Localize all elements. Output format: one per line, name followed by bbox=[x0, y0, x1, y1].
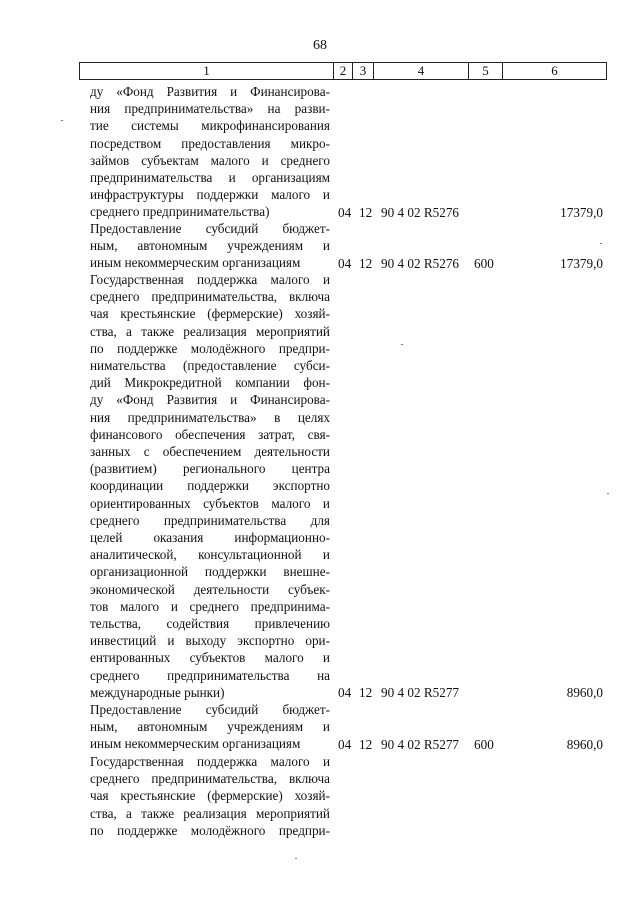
text-line: ду «Фонд Развития и Финансирова- bbox=[90, 392, 330, 408]
text-line: ства, а также реализация мероприятий bbox=[90, 323, 330, 339]
text-line: Предоставление субсидий бюджет- bbox=[90, 221, 330, 236]
text-line: предпринимательства и организациям bbox=[90, 170, 330, 186]
row-1-description bbox=[90, 83, 330, 221]
row-3-pr: 12 bbox=[359, 685, 373, 700]
header-col-1: 1 bbox=[80, 63, 334, 79]
text-line: ориентированных субъектов малого и bbox=[90, 495, 330, 511]
header-col-2: 2 bbox=[334, 63, 353, 79]
text-line: ния предпринимательства» в целях bbox=[90, 409, 330, 425]
row-2-csr: 90 4 02 R5276 bbox=[381, 256, 460, 271]
scan-speck bbox=[607, 493, 609, 494]
text-line: среднего предпринимательства) bbox=[90, 204, 270, 220]
scan-speck bbox=[61, 120, 63, 121]
row-4-vr: 600 bbox=[474, 737, 494, 752]
text-line: среднего предпринимательства, включа bbox=[90, 289, 330, 305]
row-4-sum: 8960,0 bbox=[566, 737, 603, 752]
row-1-pr: 12 bbox=[359, 205, 373, 220]
text-line: ным, автономным учреждениям и bbox=[90, 719, 330, 735]
text-line: ния предпринимательства» на разви- bbox=[90, 101, 330, 117]
page-number: 68 bbox=[313, 38, 327, 53]
text-line: тов малого и среднего предпринима- bbox=[90, 598, 330, 614]
row-4-description bbox=[90, 701, 330, 753]
text-line: среднего предпринимательства для bbox=[90, 512, 330, 528]
text-line: среднего предпринимательства на bbox=[90, 667, 330, 683]
text-line: Государственная поддержка малого и bbox=[90, 272, 330, 287]
scan-speck bbox=[295, 858, 297, 859]
header-col-3: 3 bbox=[353, 63, 374, 79]
row-1-rz: 04 bbox=[338, 205, 352, 220]
row-2-description bbox=[90, 220, 330, 272]
text-line: занных с обеспечением деятельности bbox=[90, 444, 330, 460]
text-line: Государственная поддержка малого и bbox=[90, 754, 330, 769]
text-line: по поддержке молодёжного предпри- bbox=[90, 340, 330, 356]
text-line: целей оказания информационно- bbox=[90, 530, 330, 546]
text-line: организационной поддержки внешне- bbox=[90, 564, 330, 580]
row-2-vr: 600 bbox=[474, 256, 494, 271]
row-2-pr: 12 bbox=[359, 256, 373, 271]
text-line: займов субъектам малого и среднего bbox=[90, 152, 330, 168]
text-line: чая крестьянские (фермерские) хозяй- bbox=[90, 306, 330, 322]
text-line: (развитием) регионального центра bbox=[90, 461, 330, 477]
text-line: по поддержке молодёжного предпри- bbox=[90, 822, 330, 838]
text-line: ным, автономным учреждениям и bbox=[90, 238, 330, 254]
text-line: аналитической, консультационной и bbox=[90, 547, 330, 563]
text-line: нимательства (предоставление субси- bbox=[90, 358, 330, 374]
text-line: Предоставление субсидий бюджет- bbox=[90, 702, 330, 717]
row-1-csr: 90 4 02 R5276 bbox=[381, 205, 460, 220]
header-col-4: 4 bbox=[374, 63, 469, 79]
header-col-5: 5 bbox=[469, 63, 503, 79]
text-line: среднего предпринимательства, включа bbox=[90, 771, 330, 787]
row-3-sum: 8960,0 bbox=[566, 685, 603, 700]
text-line: иным некоммерческим организациям bbox=[90, 736, 301, 752]
scan-speck bbox=[600, 243, 602, 244]
text-line: дий Микрокредитной компании фон- bbox=[90, 375, 330, 391]
text-line: инфраструктуры поддержки малого и bbox=[90, 187, 330, 203]
text-line: экономической деятельности субъек- bbox=[90, 581, 330, 597]
table-header bbox=[79, 62, 607, 80]
text-line: ства, а также реализация мероприятий bbox=[90, 805, 330, 821]
row-2-sum: 17379,0 bbox=[560, 256, 603, 271]
header-col-6: 6 bbox=[551, 63, 558, 78]
row-4-rz: 04 bbox=[338, 737, 352, 752]
row-4-csr: 90 4 02 R5277 bbox=[381, 737, 460, 752]
text-line: финансового обеспечения затрат, свя- bbox=[90, 426, 330, 442]
text-line: тие системы микрофинансирования bbox=[90, 118, 330, 134]
row-3-description bbox=[90, 271, 330, 701]
text-line: иным некоммерческим организациям bbox=[90, 255, 301, 271]
text-line: чая крестьянские (фермерские) хозяй- bbox=[90, 788, 330, 804]
row-4-pr: 12 bbox=[359, 737, 373, 752]
scan-speck bbox=[401, 344, 403, 345]
text-line: ентированных субъектов малого и bbox=[90, 650, 330, 666]
text-line: тельства, содействия привлечению bbox=[90, 616, 330, 632]
text-line: международные рынки) bbox=[90, 684, 225, 700]
text-line: посредством предоставления микро- bbox=[90, 135, 330, 151]
row-1-sum: 17379,0 bbox=[560, 205, 603, 220]
text-line: координации поддержки экспортно bbox=[90, 478, 330, 494]
row-3-rz: 04 bbox=[338, 685, 352, 700]
row-3-csr: 90 4 02 R5277 bbox=[381, 685, 460, 700]
text-line: ду «Фонд Развития и Финансирова- bbox=[90, 84, 330, 99]
row-2-rz: 04 bbox=[338, 256, 352, 271]
text-line: инвестиций и выходу экспортно ори- bbox=[90, 633, 330, 649]
row-5-description bbox=[90, 753, 330, 839]
